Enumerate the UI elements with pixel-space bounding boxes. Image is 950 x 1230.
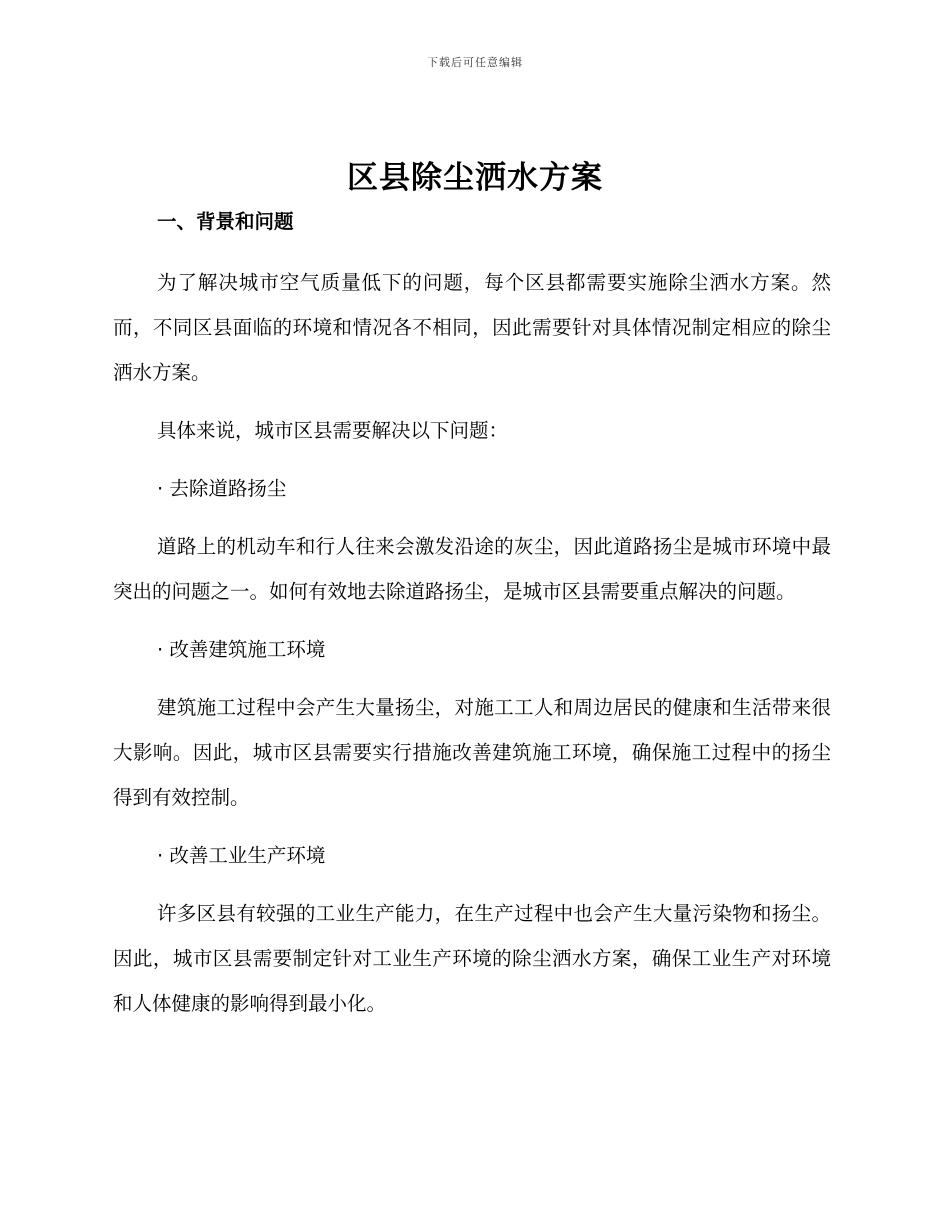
paragraph-industrial: 许多区县有较强的工业生产能力，在生产过程中也会产生大量污染物和扬尘。因此，城市区县需要制定针对工业生产环境的除尘洒水方案，确保工业生产对环境和人体健康的影响得到最小化。 [113,902,831,1015]
document-body [113,204,831,1026]
paragraph-problems-lead: 具体来说，城市区县需要解决以下问题： [157,419,509,442]
bullet-item-industrial: · 改善工业生产环境 [157,844,326,867]
bullet-item-construction: · 改善建筑施工环境 [157,638,326,661]
section-heading: 一、背景和问题 [157,210,294,233]
document-title: 区县除尘洒水方案 [347,160,603,196]
bullet-item-road-dust: · 去除道路扬尘 [157,477,287,500]
paragraph-construction: 建筑施工过程中会产生大量扬尘，对施工工人和周边居民的健康和生活带来很大影响。因此，城市区县需要实行措施改善建筑施工环境，确保施工过程中的扬尘得到有效控制。 [113,696,831,809]
page-header-note: 下载后可任意编辑 [427,56,523,69]
paragraph-intro: 为了解决城市空气质量低下的问题，每个区县都需要实施除尘洒水方案。然而，不同区县面临的环境和情况各不相同，因此需要针对具体情况制定相应的除尘洒水方案。 [113,271,831,384]
paragraph-road-dust: 道路上的机动车和行人往来会激发沿途的灰尘，因此道路扬尘是城市环境中最突出的问题之一。如何有效地去除道路扬尘，是城市区县需要重点解决的问题。 [113,535,831,603]
